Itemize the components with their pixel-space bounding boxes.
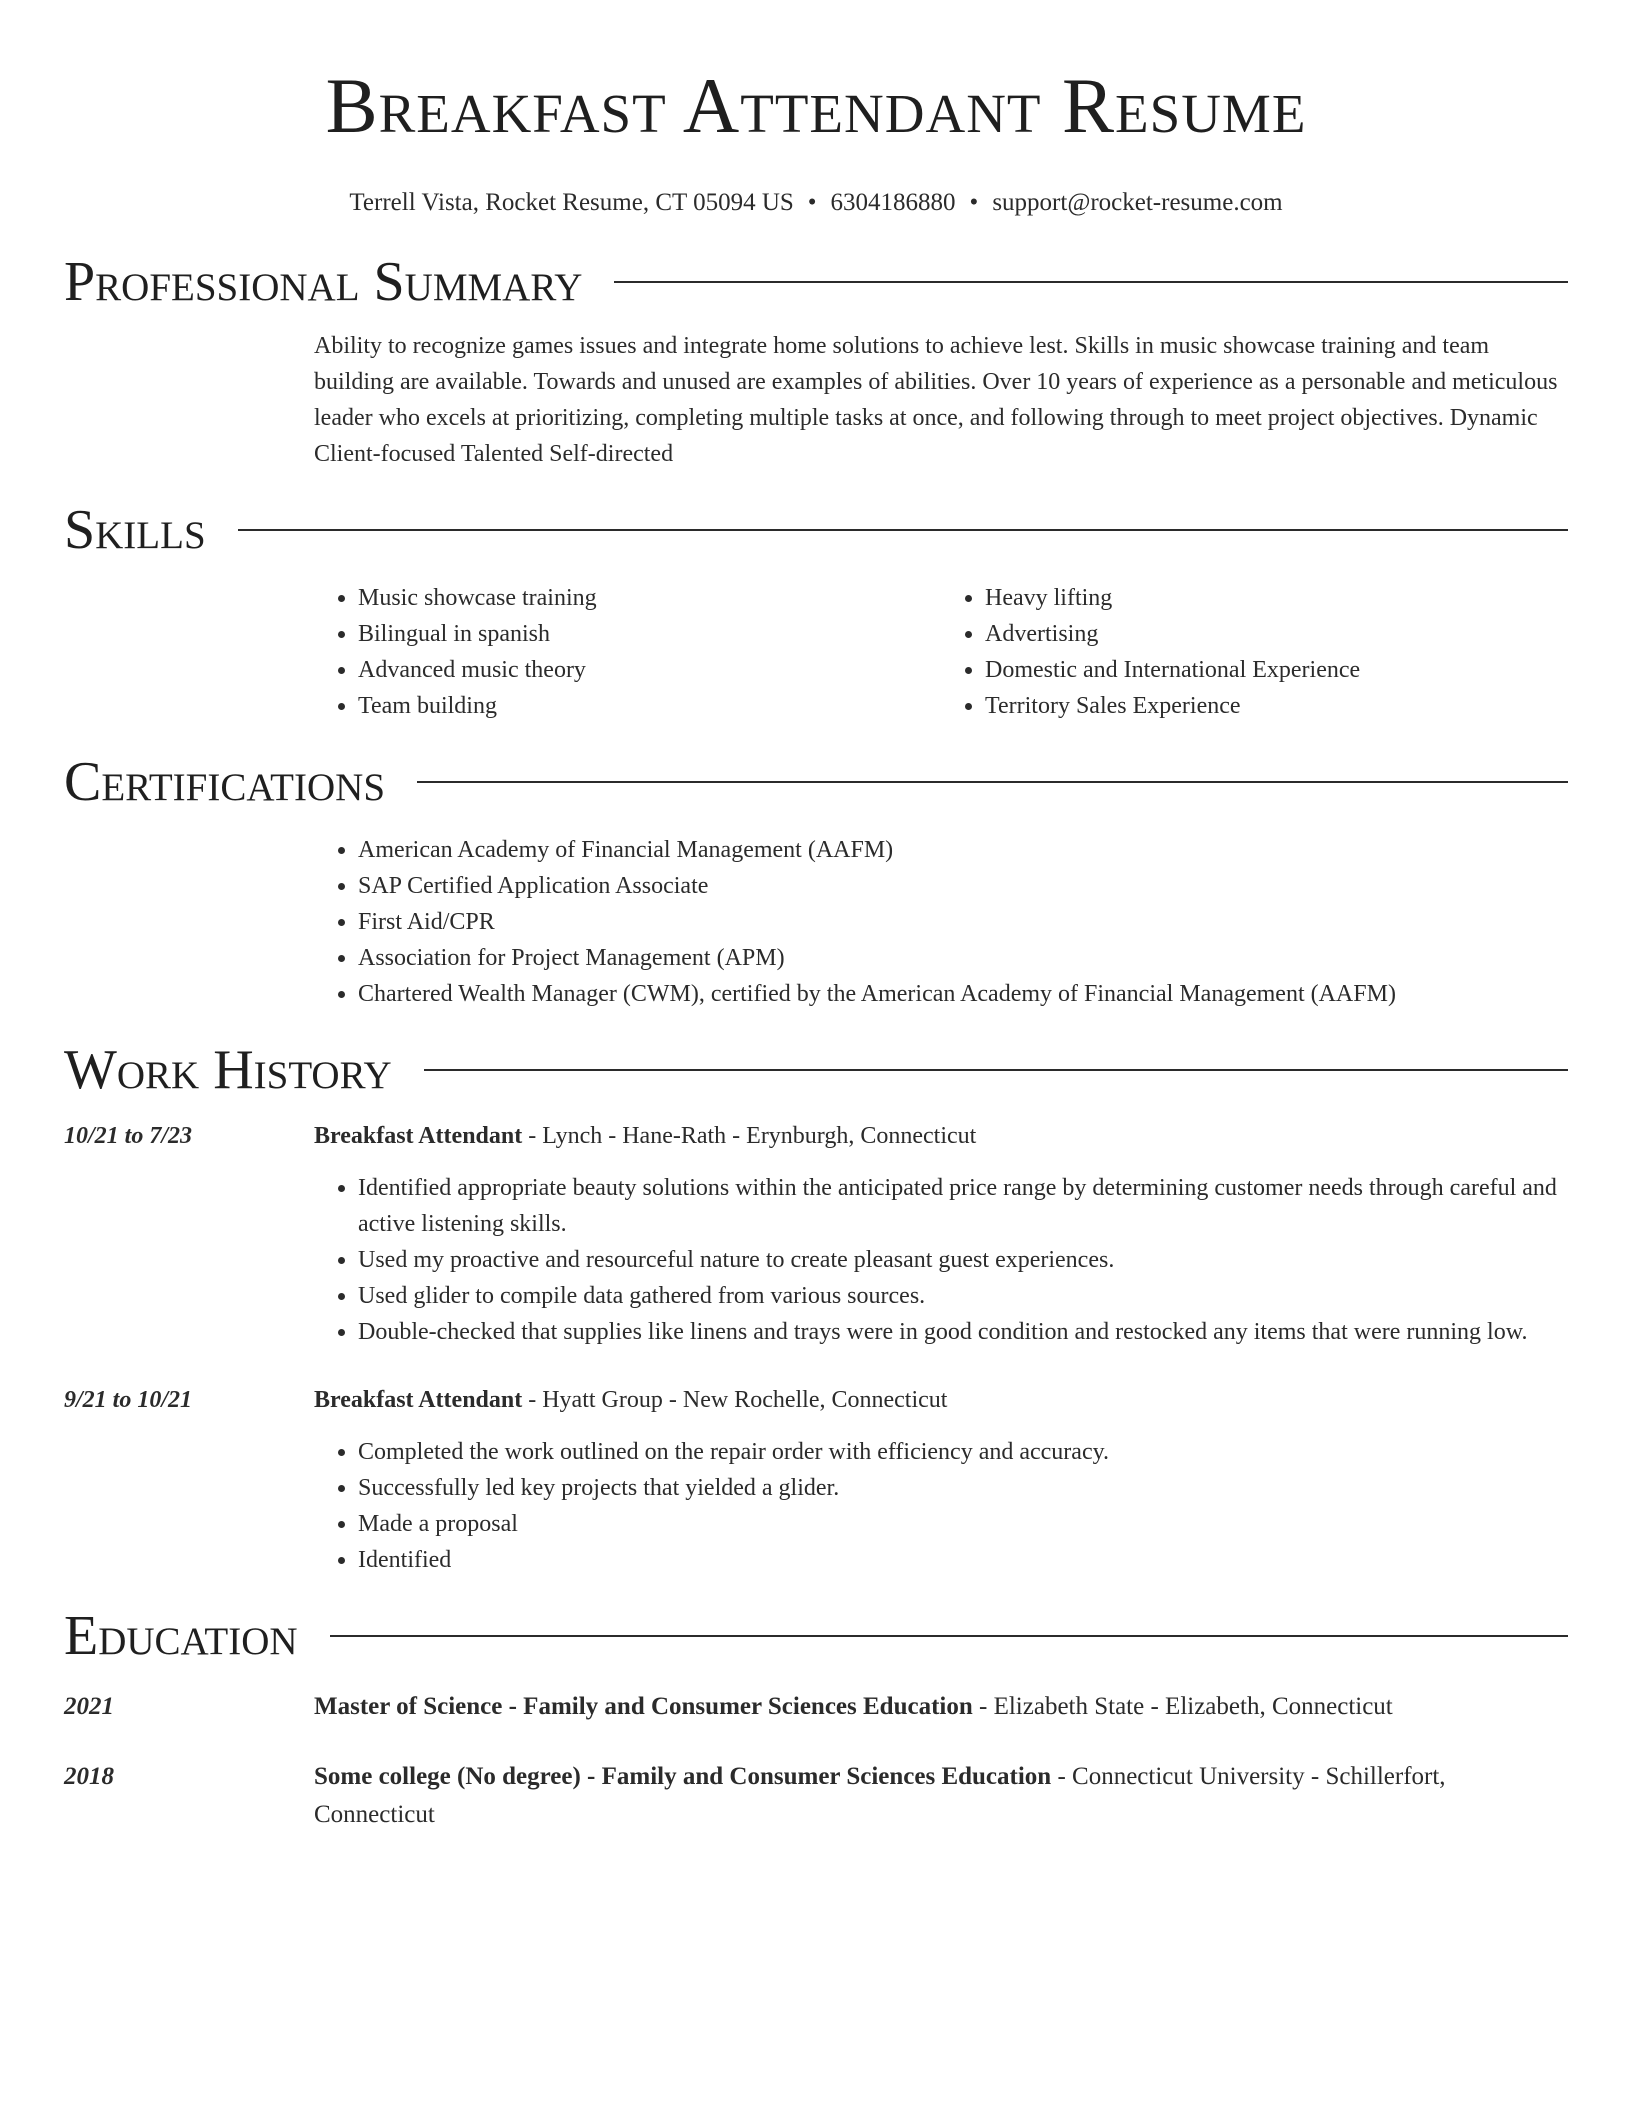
list-item: • SAP Certified Application Associate [358,868,1568,904]
list-item: • Made a proposal [358,1506,1568,1542]
education-section [64,1600,1568,1834]
list-item: • Chartered Wealth Manager (CWM), certified by the American Academy of Financial Management (AAFM) [358,976,1568,1012]
work-section [64,1034,1568,1578]
skills-header [64,494,1568,566]
job-bullets [314,1434,1568,1578]
job-bullets [314,1170,1568,1350]
certifications-content [314,832,1568,1012]
list-item: • American Academy of Financial Management (AAFM) [358,832,1568,868]
job-body [314,1118,1568,1350]
list-item: • Identified appropriate beauty solutions within the anticipated price range by determining customer needs through careful and active listening skills. [358,1170,1568,1242]
job-details: - Lynch - Hane-Rath - Erynburgh, Connecticut [522,1123,977,1149]
summary-text: Ability to recognize games issues and integrate home solutions to achieve lest. Skills in music showcase training and team building are available. Towards and unused are examples of abilities. Over 10 years of experience as a personable and meticulous leader who excels at prioritizing, completing multiple tasks at once, and following through to meet project objectives. Dynamic Client-focused Talented Self-directed [314,333,1558,467]
list-item: • Bilingual in spanish [358,616,941,652]
skills-section [64,494,1568,724]
job-details: - Hyatt Group - New Rochelle, Connecticut [522,1387,948,1413]
education-year: 2021 [64,1693,114,1720]
job-dates: 10/21 to 7/23 [64,1123,193,1149]
job-title: Breakfast Attendant [314,1123,523,1149]
education-body [314,1688,1568,1726]
contact-line [64,186,1568,220]
list-item: • Used glider to compile data gathered from various sources. [358,1278,1568,1314]
education-header [64,1600,1568,1672]
skills-list-right [941,580,1568,724]
job-entry [64,1118,1568,1350]
list-item: • Advertising [985,616,1568,652]
education-entry [64,1758,1568,1834]
list-item: • Association for Project Management (APM) [358,940,1568,976]
work-header [64,1034,1568,1106]
education-year: 2018 [64,1763,114,1790]
resume-title: Breakfast Attendant Resume [325,62,1307,149]
education-entry [64,1688,1568,1726]
list-item: • First Aid/CPR [358,904,1568,940]
skills-list-left [314,580,941,724]
job-headline [314,1382,1568,1418]
list-item: • Music showcase training [358,580,941,616]
summary-heading: Professional Summary [64,251,583,313]
education-body [314,1758,1568,1834]
job-dates: 9/21 to 10/21 [64,1387,193,1413]
contact-phone: 6304186880 [830,189,956,216]
summary-content [314,328,1568,472]
job-headline [314,1118,1568,1154]
certifications-header [64,746,1568,818]
education-details: - Connecticut University - Schillerfort, Connecticut [314,1763,1446,1828]
education-degree: Master of Science - Family and Consumer Sciences Education [314,1693,973,1720]
list-item: • Used my proactive and resourceful nature to create pleasant guest experiences. [358,1242,1568,1278]
contact-separator: • [969,189,979,216]
certifications-heading: Certifications [64,751,386,813]
section-divider [417,781,1568,783]
contact-separator: • [807,189,817,216]
section-divider [238,529,1568,531]
job-title: Breakfast Attendant [314,1387,523,1413]
list-item: • Team building [358,688,941,724]
education-heading: Education [64,1605,298,1667]
list-item: • Advanced music theory [358,652,941,688]
job-entry [64,1382,1568,1578]
education-degree: Some college (No degree) - Family and Consumer Sciences Education [314,1763,1052,1790]
list-item: • Completed the work outlined on the repair order with efficiency and accuracy. [358,1434,1568,1470]
section-divider [330,1635,1568,1637]
contact-email: support@rocket-resume.com [992,189,1283,216]
job-body [314,1382,1568,1578]
contact-address: Terrell Vista, Rocket Resume, CT 05094 US [349,189,794,216]
skills-heading: Skills [64,499,206,561]
education-details: - Elizabeth State - Elizabeth, Connecticut [972,1693,1393,1720]
skills-content [314,580,1568,724]
summary-header [64,246,1568,318]
certifications-section [64,746,1568,1012]
certifications-list [314,832,1568,1012]
section-divider [424,1069,1568,1071]
summary-section [64,246,1568,472]
section-divider [614,281,1568,283]
list-item: • Domestic and International Experience [985,652,1568,688]
list-item: • Double-checked that supplies like linens and trays were in good condition and restocked any items that were running low. [358,1314,1568,1350]
list-item: • Successfully led key projects that yielded a glider. [358,1470,1568,1506]
work-heading: Work History [64,1039,392,1101]
list-item: • Heavy lifting [985,580,1568,616]
list-item: • Identified [358,1542,1568,1578]
list-item: • Territory Sales Experience [985,688,1568,724]
